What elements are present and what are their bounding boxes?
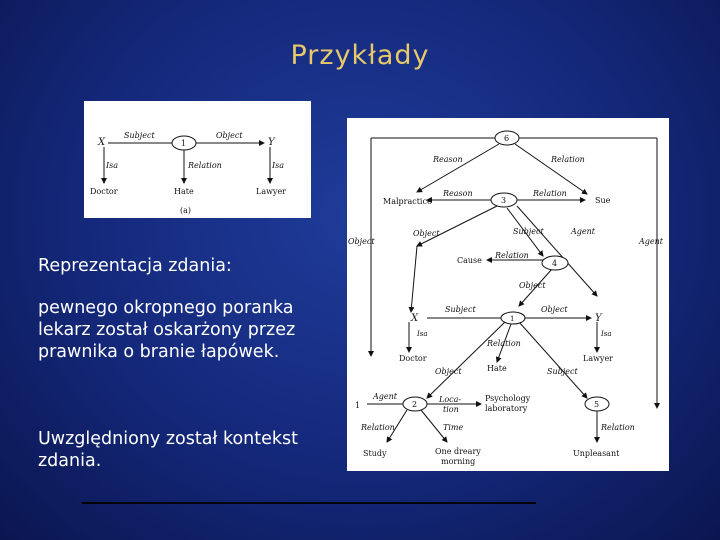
edge-relation-4: Relation bbox=[495, 251, 529, 260]
edge-subject: Subject bbox=[445, 305, 476, 314]
node-x: X bbox=[411, 313, 419, 324]
edge-subject-3: Subject bbox=[513, 227, 544, 236]
node-study: Study bbox=[363, 449, 387, 458]
edge-subject-1: Subject bbox=[547, 367, 578, 376]
edge-agent-2: Agent bbox=[373, 392, 397, 401]
node-sue: Sue bbox=[595, 196, 611, 205]
small-semantic-network bbox=[84, 101, 311, 218]
edge-subject: Subject bbox=[124, 131, 155, 140]
node-y: Y bbox=[268, 137, 275, 148]
node-malpractice: Malpractice bbox=[383, 197, 432, 206]
large-semantic-network bbox=[347, 118, 669, 471]
node-lawyer: Lawyer bbox=[256, 187, 287, 196]
node-x: X bbox=[98, 137, 106, 148]
edge-time: Time bbox=[443, 423, 464, 432]
node-4: 4 bbox=[552, 259, 558, 268]
node-y: Y bbox=[595, 313, 602, 324]
node-2: 2 bbox=[412, 400, 418, 409]
node-morning-b: morning bbox=[441, 457, 476, 466]
node-left-1: 1 bbox=[355, 401, 361, 410]
node-3: 3 bbox=[501, 196, 507, 205]
edge-isa-left: Isa bbox=[417, 330, 428, 338]
node-doctor: Doctor bbox=[90, 187, 118, 196]
paragraph-sentence-label: Reprezentacja zdania: bbox=[38, 256, 232, 276]
edge-agent-3: Agent bbox=[571, 227, 595, 236]
edge-relation: Relation bbox=[188, 161, 222, 170]
node-unpleasant: Unpleasant bbox=[573, 449, 620, 458]
node-lawyer: Lawyer bbox=[583, 354, 614, 363]
edge-relation-5: Relation bbox=[601, 423, 635, 432]
edge-object-1: Object bbox=[435, 367, 462, 376]
figure-caption: (a) bbox=[180, 206, 192, 215]
paragraph-context: Uwzględniony został kontekst zdania. bbox=[38, 429, 299, 471]
edge-object-cut: Object bbox=[348, 237, 375, 246]
edge-relation-3: Relation bbox=[533, 189, 567, 198]
small-network-svg bbox=[84, 101, 311, 218]
bottom-divider bbox=[82, 502, 536, 504]
edge-isa-right: Isa bbox=[272, 161, 285, 170]
node-psych-b: laboratory bbox=[485, 404, 528, 413]
edge-isa-left: Isa bbox=[106, 161, 119, 170]
node-6: 6 bbox=[504, 134, 510, 143]
edge-object: Object bbox=[216, 131, 243, 140]
node-1: 1 bbox=[181, 139, 187, 148]
node-psych-a: Psychology bbox=[485, 394, 531, 403]
edge-location-b: tion bbox=[443, 405, 459, 414]
node-morning-a: One dreary bbox=[435, 447, 481, 456]
edge-object: Object bbox=[541, 305, 568, 314]
edge-agent-right: Agent bbox=[639, 237, 663, 246]
edge-relation-top: Relation bbox=[551, 155, 585, 164]
node-doctor: Doctor bbox=[399, 354, 427, 363]
edge-object-4: Object bbox=[519, 281, 546, 290]
slide-title: Przykłady bbox=[290, 40, 430, 71]
edge-location-a: Loca- bbox=[439, 395, 462, 404]
edge-isa-right: Isa bbox=[601, 330, 612, 338]
node-5: 5 bbox=[594, 400, 600, 409]
edge-reason: Reason bbox=[443, 189, 473, 198]
node-cause: Cause bbox=[457, 256, 482, 265]
edge-relation-2: Relation bbox=[361, 423, 395, 432]
edge-relation-1: Relation bbox=[487, 339, 521, 348]
edge-object-left: Object bbox=[413, 229, 440, 238]
large-network-svg bbox=[347, 118, 669, 471]
node-hate: Hate bbox=[174, 187, 194, 196]
node-hate: Hate bbox=[487, 364, 507, 373]
paragraph-sentence: pewnego okropnego poranka lekarz został oskarżony przez prawnika o branie łapówek. bbox=[38, 298, 296, 362]
node-1: 1 bbox=[510, 315, 515, 323]
edge-reason-top: Reason bbox=[433, 155, 463, 164]
